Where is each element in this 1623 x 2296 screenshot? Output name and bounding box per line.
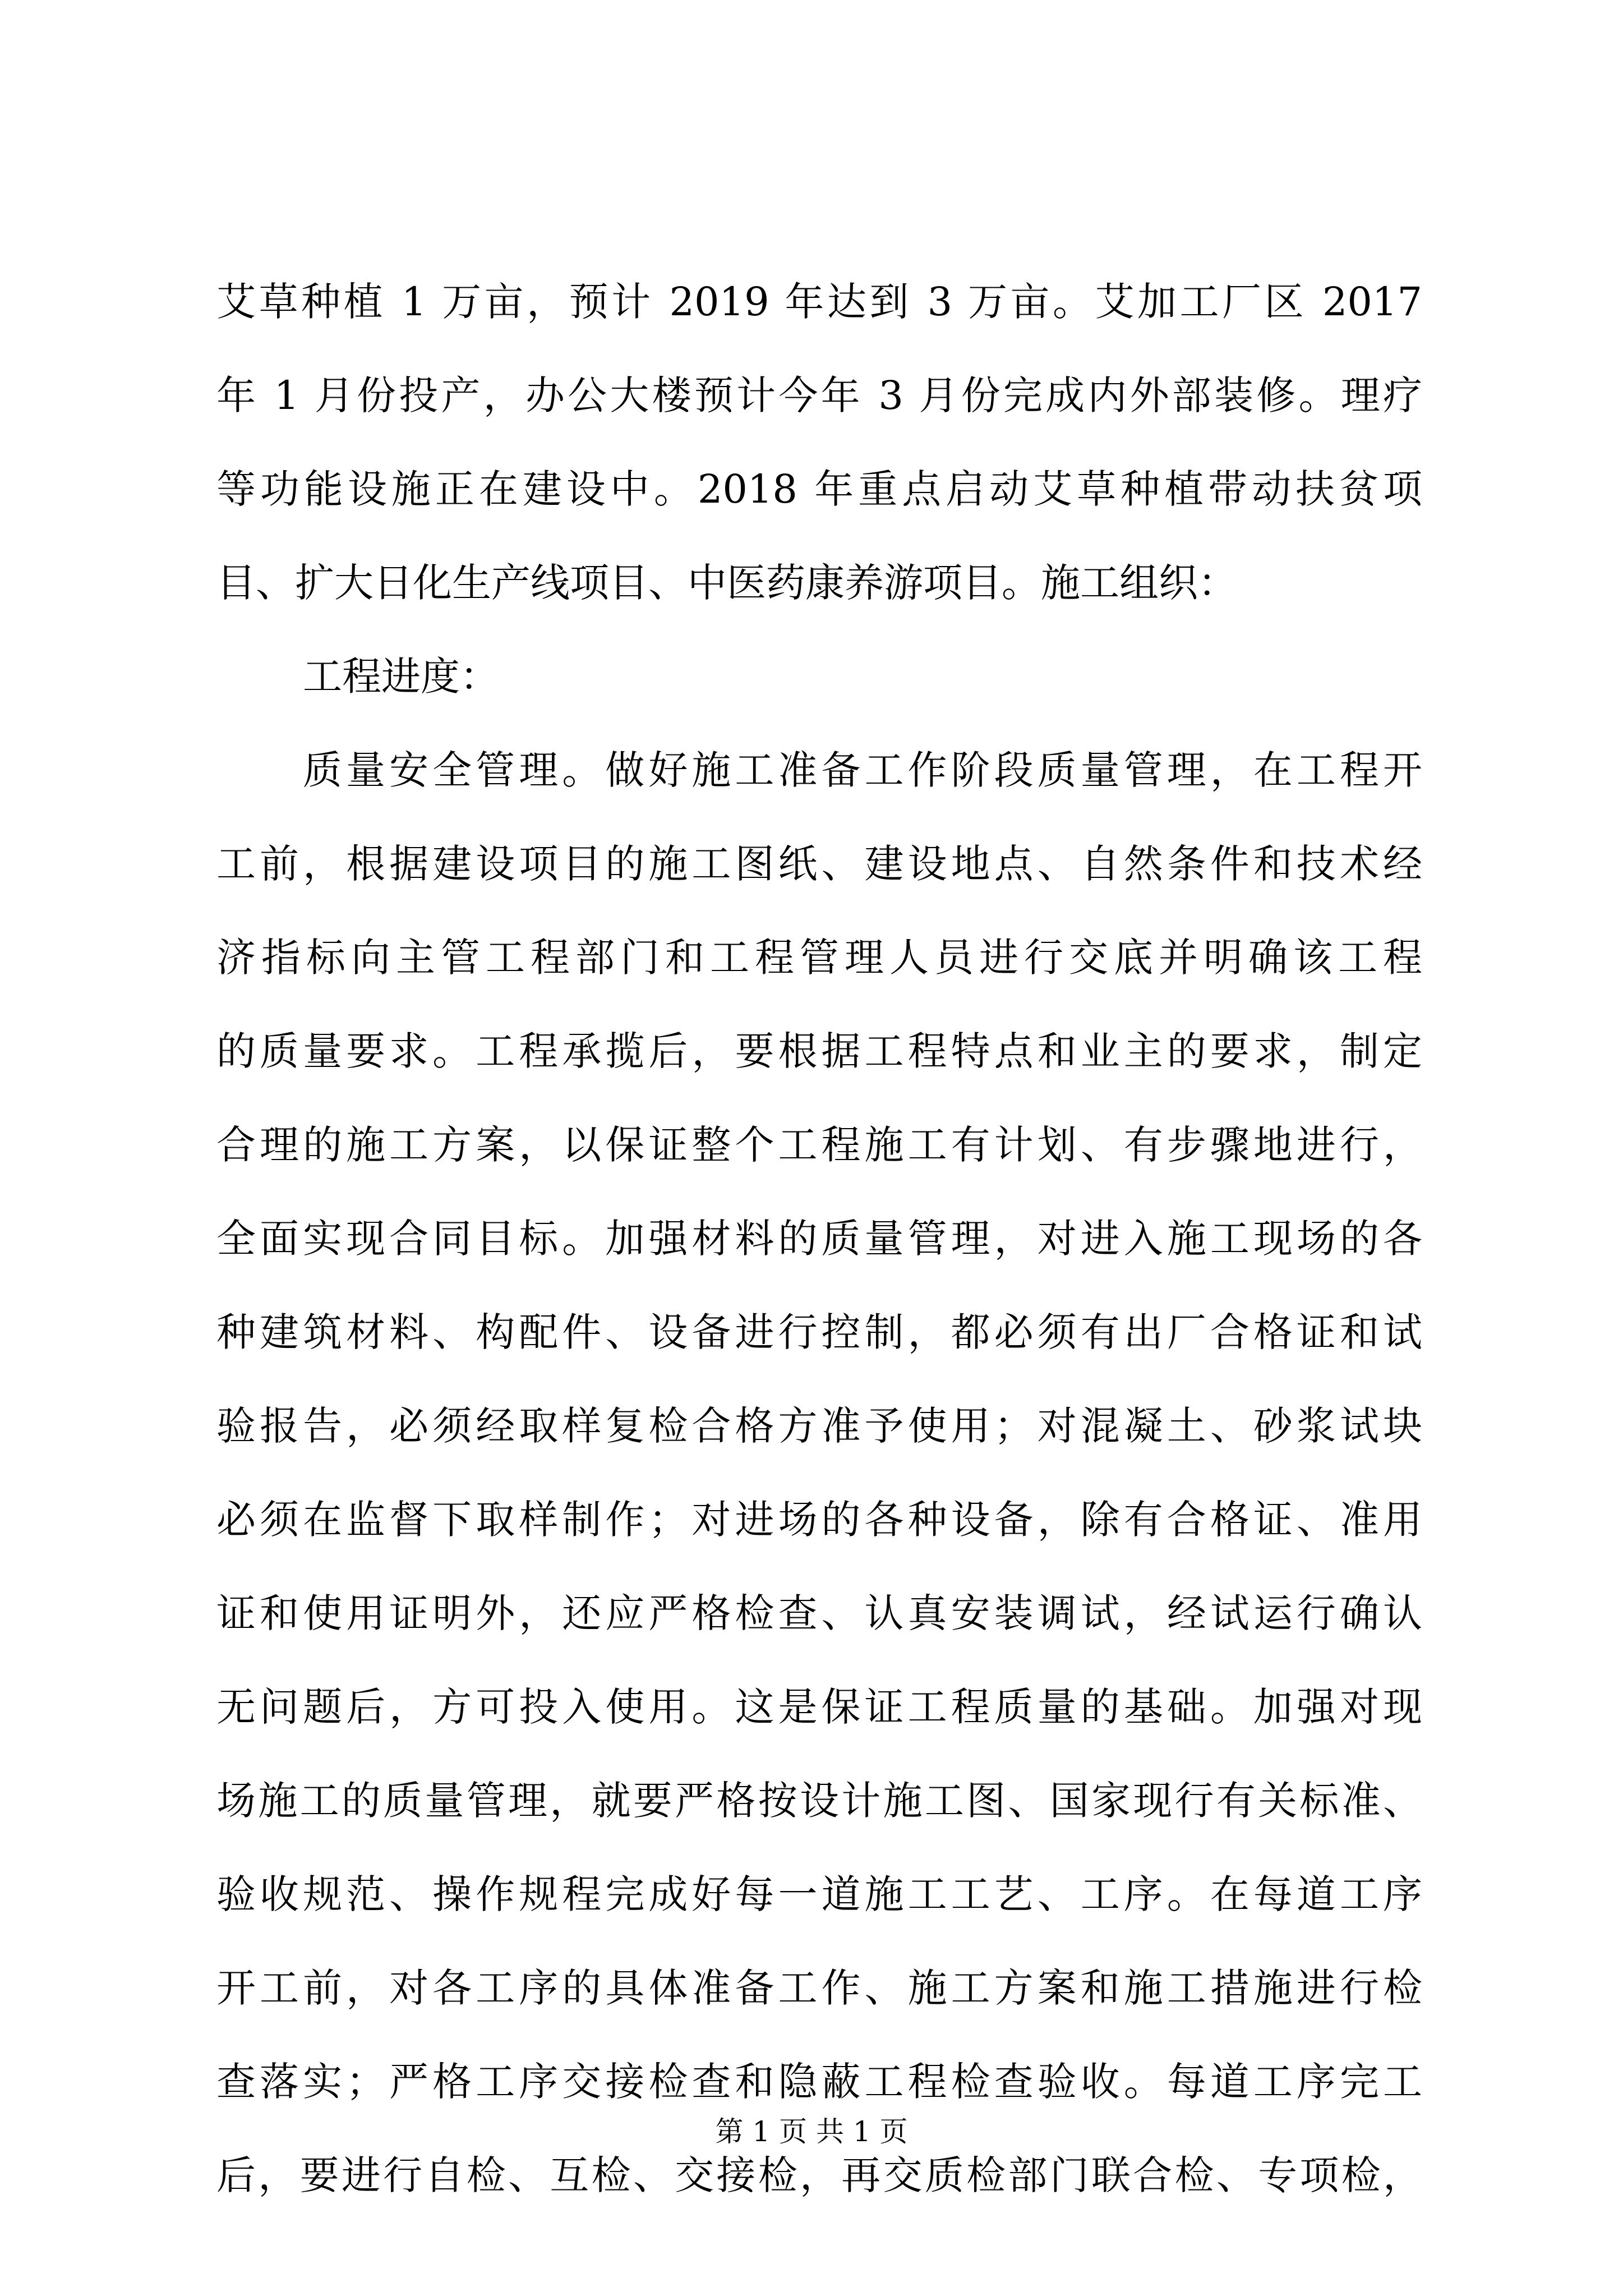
paragraph-heading-progress: 工程进度： — [303, 654, 499, 700]
paragraph-line: 济指标向主管工程部门和工程管理人员进行交底并明确该工程 — [216, 935, 1422, 981]
paragraph-line: 目、扩大日化生产线项目、中医药康养游项目。施工组织： — [216, 560, 1237, 606]
paragraph-line: 等功能设施正在建设中。2018 年重点启动艾草种植带动扶贫项 — [216, 466, 1422, 512]
paragraph-line: 合理的施工方案，以保证整个工程施工有计划、有步骤地进行， — [216, 1122, 1422, 1168]
paragraph-line: 验报告，必须经取样复检合格方准予使用；对混凝土、砂浆试块 — [216, 1403, 1422, 1449]
paragraph-line: 工前，根据建设项目的施工图纸、建设地点、自然条件和技术经 — [216, 841, 1422, 887]
paragraph-line: 后，要进行自检、互检、交接检，再交质检部门联合检、专项检， — [216, 2152, 1422, 2198]
paragraph-line: 的质量要求。工程承揽后，要根据工程特点和业主的要求，制定 — [216, 1028, 1422, 1074]
paragraph-line: 无问题后，方可投入使用。这是保证工程质量的基础。加强对现 — [216, 1684, 1422, 1730]
paragraph-line: 开工前，对各工序的具体准备工作、施工方案和施工措施进行检 — [216, 1965, 1422, 2011]
paragraph-line: 种建筑材料、构配件、设备进行控制，都必须有出厂合格证和试 — [216, 1309, 1422, 1355]
paragraph-line: 全面实现合同目标。加强材料的质量管理，对进入施工现场的各 — [216, 1216, 1422, 1262]
paragraph-line: 验收规范、操作规程完成好每一道施工工艺、工序。在每道工序 — [216, 1871, 1422, 1917]
paragraph-line: 场施工的质量管理，就要严格按设计施工图、国家现行有关标准、 — [216, 1778, 1422, 1824]
page-footer — [0, 2109, 1623, 2154]
paragraph-line: 年 1 月份投产，办公大楼预计今年 3 月份完成内外部装修。理疗 — [216, 372, 1422, 418]
paragraph-line: 证和使用证明外，还应严格检查、认真安装调试，经试运行确认 — [216, 1590, 1422, 1636]
paragraph-line: 查落实；严格工序交接检查和隐蔽工程检查验收。每道工序完工 — [216, 2059, 1422, 2105]
paragraph-line: 艾草种植 1 万亩，预计 2019 年达到 3 万亩。艾加工厂区 2017 — [216, 279, 1422, 325]
paragraph-line: 质量安全管理。做好施工准备工作阶段质量管理，在工程开 — [303, 747, 1422, 793]
paragraph-line: 必须在监督下取样制作；对进场的各种设备，除有合格证、准用 — [216, 1497, 1422, 1543]
document-body — [216, 255, 1422, 2223]
page-number-label: 第 1 页 共 1 页 — [715, 2115, 908, 2148]
